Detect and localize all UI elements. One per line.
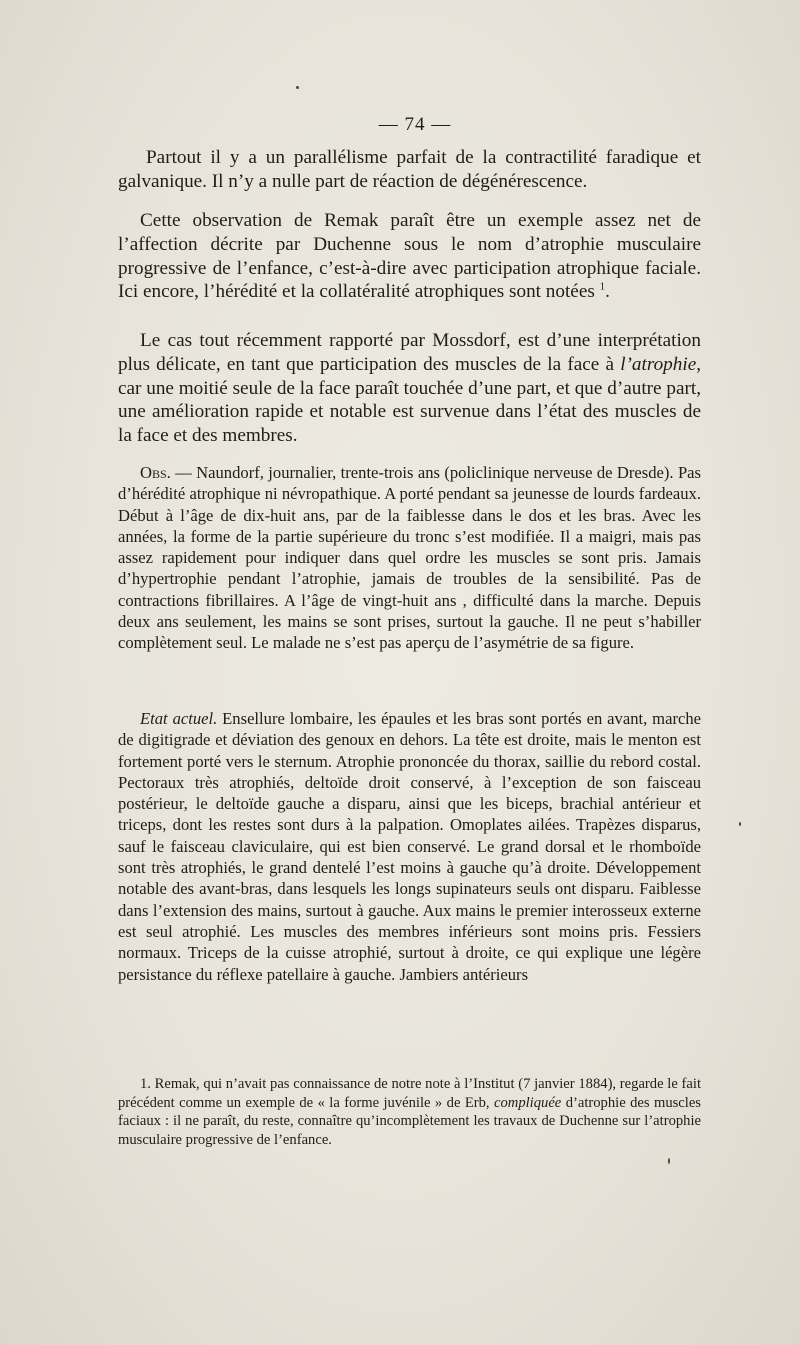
current-state-paragraph bbox=[118, 708, 701, 985]
footnote-before: 1. Remak, qui n’avait pas connaissance de notre note à l’Institut (7 janvier 1884), regarde le fait précédent comme un exemple de « la forme juvénile » de Erb, bbox=[118, 1076, 701, 1111]
page-number: — 74 — bbox=[378, 114, 452, 135]
paragraph-contractility bbox=[118, 146, 701, 194]
paragraph-remak-end: . bbox=[605, 281, 610, 303]
paragraph-contractility-text: Partout il y a un parallélisme parfait de la contractilité faradique et galvanique. Il n’y a nulle part de réaction de dégénérescence. bbox=[118, 147, 701, 192]
observation-paragraph bbox=[118, 462, 701, 654]
paragraph-mossdorf-italic: l’atrophie bbox=[620, 353, 697, 375]
footnote-reference: 1 bbox=[599, 281, 606, 293]
paragraph-remak-observation bbox=[118, 209, 701, 304]
paragraph-mossdorf-after: , car une moitié seule de la face paraît touchée d’une part, et que d’autre part, une amélioration rapide et notable est survenue dans l’état des muscles de la face et des membres. bbox=[118, 353, 702, 447]
paper-speck bbox=[668, 1158, 670, 1164]
paragraph-mossdorf bbox=[118, 329, 701, 448]
paragraph-mossdorf-before: Le cas tout récemment rapporté par Mossdorf, est d’une interprétation plus délicate, en tant que participation des muscles de la face à bbox=[118, 330, 701, 375]
observation-text: — Naundorf, journalier, trente-trois ans (policlinique nerveuse de Dresde). Pas d’hérédité atrophique ni névropathique. A porté pendant sa jeunesse de lourds fardeaux. Début à l’âge de dix-huit ans, par de la faiblesse dans le dos et les bras. Avec les années, la forme de la partie supérieure du tronc s’est modifiée. Il a maigri, mais pas assez rapidement pour indiquer dans quel ordre les muscles se sont pris. Jamais d’hypertrophie pendant l’atrophie, jamais de troubles de la sensibilité. Pas de contractions fibrillaires. A l’âge de vingt-huit ans , difficulté dans la marche. Depuis deux ans seulement, les mains se sont prises, surtout la gauche. Il ne peut s’habiller complètement seul. Le malade ne s’est pas aperçu de l’asymétrie de sa figure. bbox=[118, 463, 701, 653]
footnote-after: d’atrophie des muscles faciaux : il ne paraît, du reste, connaître qu’incomplètement les travaux de Duchenne sur l’atrophie musculaire progressive de l’enfance. bbox=[118, 1094, 701, 1148]
paper-speck bbox=[296, 86, 299, 89]
current-state-text: Ensellure lombaire, les épaules et les bras sont portés en avant, marche de digitigrade et déviation des genoux en dehors. La tête est droite, mais le menton est fortement porté vers le sternum. Atrophie prononcée du thorax, saillie du rebord costal. Pectoraux très atrophiés, deltoïde droit conservé, à l’exception de son faisceau postérieur, le deltoïde gauche a disparu, ainsi que les biceps, brachial antérieur et triceps, dont les restes sont durs à la palpation. Omoplates ailées. Trapèzes disparus, sauf le faisceau claviculaire, qui est bien conservé. Le grand dorsal et le rhomboïde sont très atrophiés, le grand dentelé l’est moins à gauche qu’à droite. Développement notable des avant-bras, dans lesquels les longs supinateurs seuls ont disparu. Faiblesse dans l’extension des mains, surtout à gauche. Aux mains le premier interosseux externe est seul atrophié. Les muscles des membres inférieurs sont moins pris. Fessiers normaux. Triceps de la cuisse atrophié, surtout à droite, ce qui explique une légère persistance du réflexe patellaire à gauche. Jambiers antérieurs bbox=[118, 709, 701, 984]
footnote bbox=[118, 1075, 701, 1149]
footnote-italic: compliquée bbox=[494, 1094, 562, 1111]
observation-label: Obs. bbox=[140, 463, 171, 482]
paragraph-remak-text: Cette observation de Remak paraît être un exemple assez net de l’affection décrite par Duchenne sous le nom d’atrophie musculaire progressive de l’enfance, c’est-à-dire avec participation atrophique faciale. Ici encore, l’hérédité et la collatéralité atrophiques sont notées bbox=[118, 210, 701, 303]
paper-speck bbox=[739, 822, 741, 826]
current-state-label: Etat actuel. bbox=[140, 709, 218, 728]
